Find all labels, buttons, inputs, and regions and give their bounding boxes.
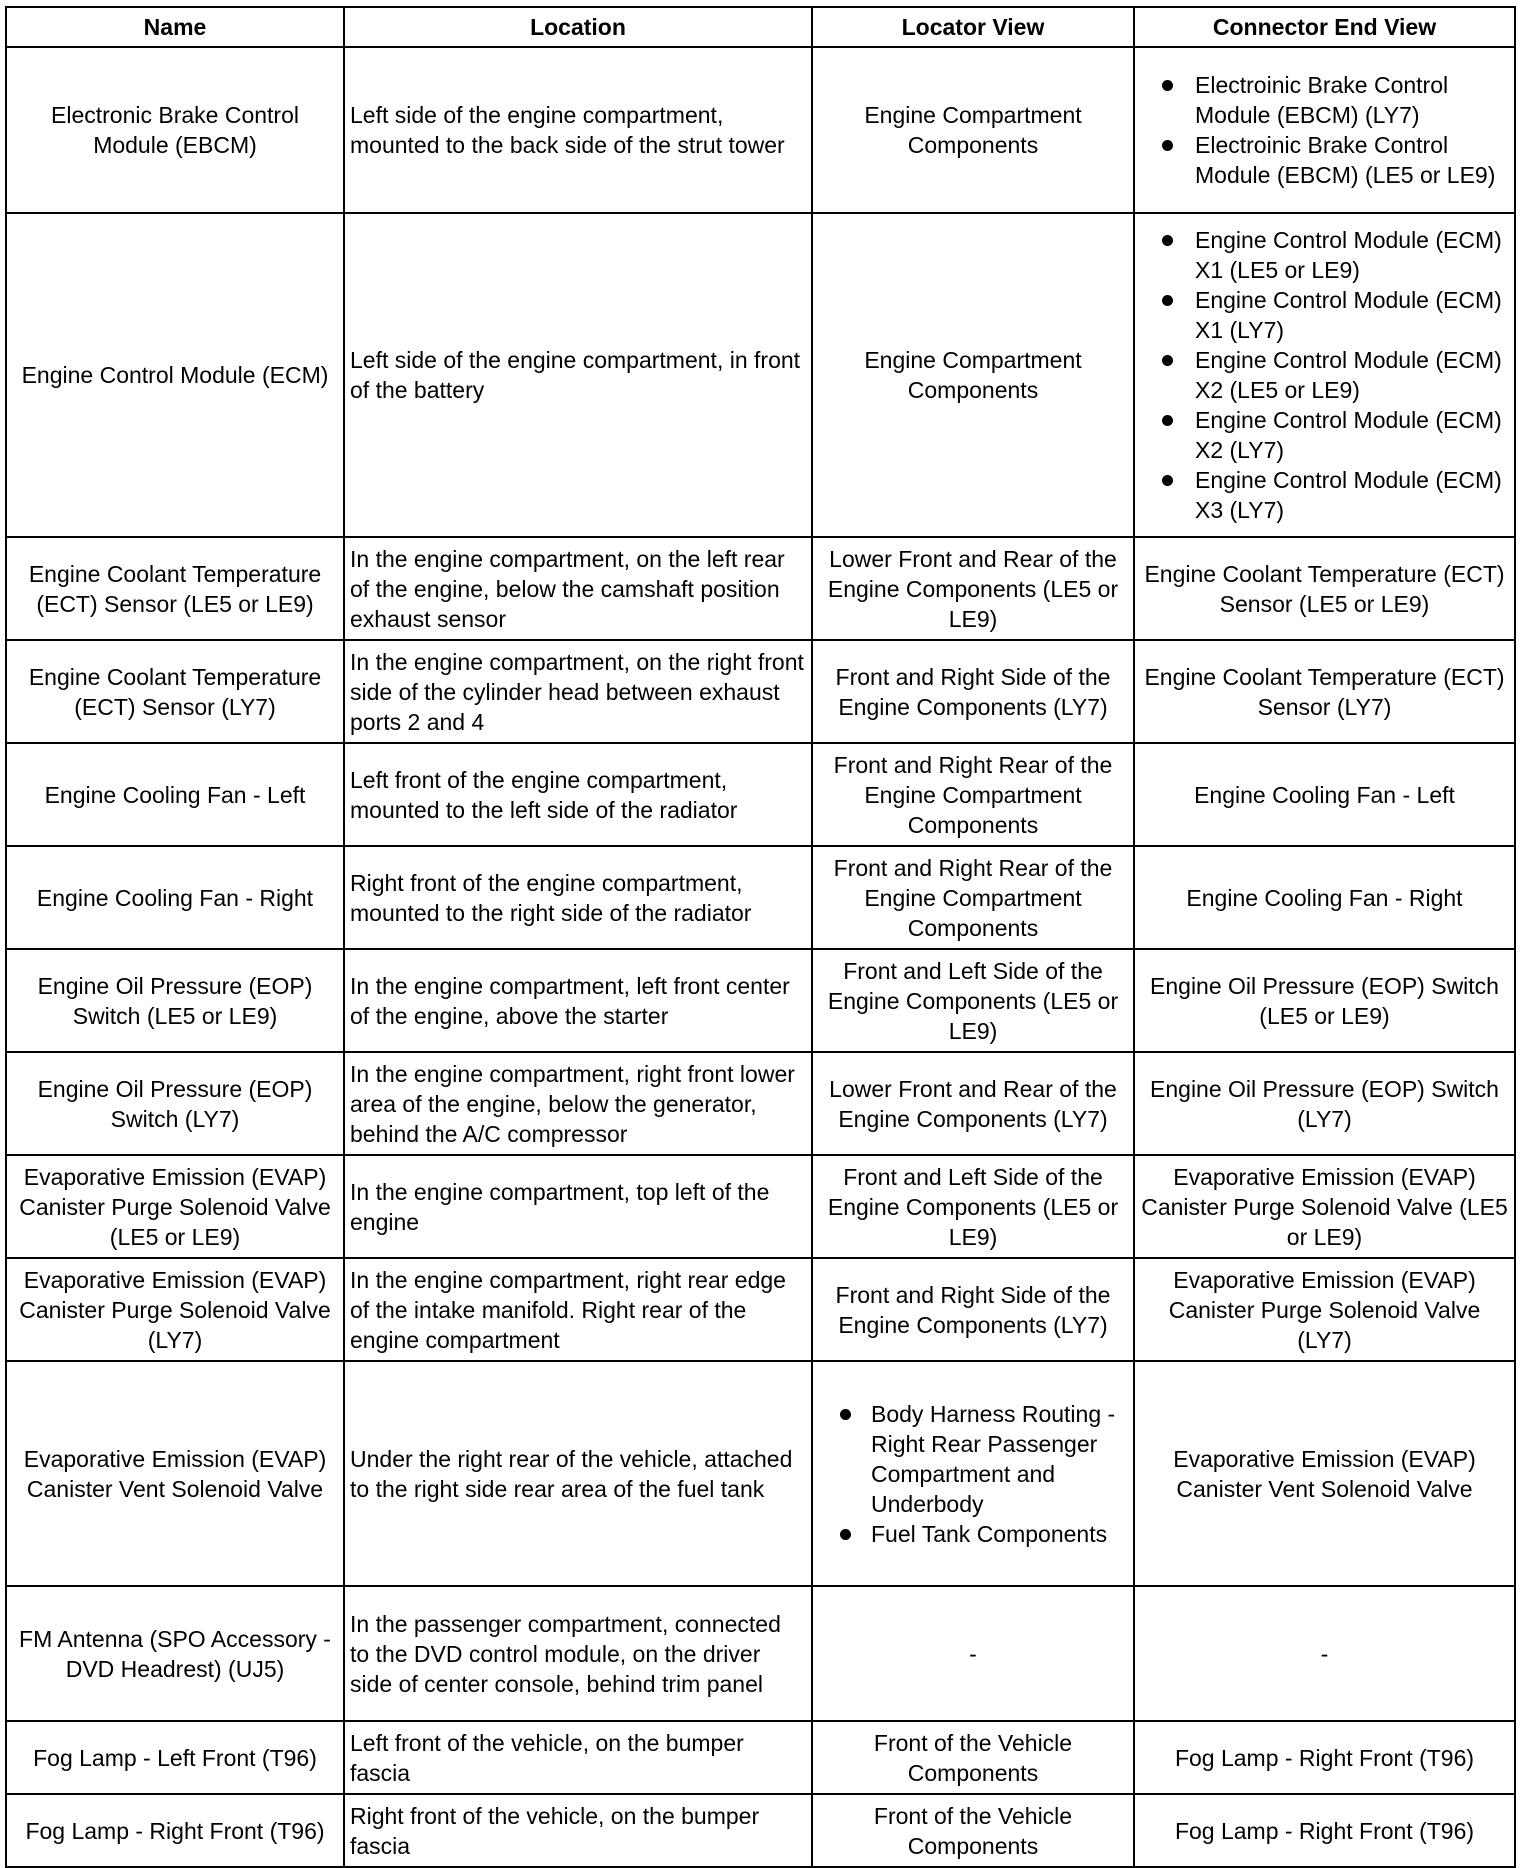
- header-row: [6, 7, 1515, 47]
- cell-connector-end-view: Fog Lamp - Right Front (T96): [1134, 1794, 1515, 1867]
- list-item: Fuel Tank Components: [818, 1519, 1128, 1549]
- cell-locator-view: Engine Compartment Components: [812, 47, 1134, 213]
- cell-connector-end-view: Engine Oil Pressure (EOP) Switch (LE5 or LE9): [1134, 949, 1515, 1052]
- cell-locator-view: Front and Right Rear of the Engine Compartment Components: [812, 846, 1134, 949]
- cell-connector-end-view: Evaporative Emission (EVAP) Canister Purge Solenoid Valve (LE5 or LE9): [1134, 1155, 1515, 1258]
- connector-list: [1140, 70, 1509, 190]
- cell-connector-end-view: Engine Cooling Fan - Right: [1134, 846, 1515, 949]
- table-row: [6, 1361, 1515, 1586]
- cell-name: Fog Lamp - Right Front (T96): [6, 1794, 344, 1867]
- cell-location: In the engine compartment, right rear edge of the intake manifold. Right rear of the engine compartment: [344, 1258, 812, 1361]
- cell-location: Left side of the engine compartment, mounted to the back side of the strut tower: [344, 47, 812, 213]
- header-connector-end-view: Connector End View: [1134, 7, 1515, 47]
- table-row: [6, 846, 1515, 949]
- cell-location: Right front of the vehicle, on the bumper fascia: [344, 1794, 812, 1867]
- cell-name: Evaporative Emission (EVAP) Canister Purge Solenoid Valve (LY7): [6, 1258, 344, 1361]
- cell-locator-view: Front and Right Side of the Engine Components (LY7): [812, 1258, 1134, 1361]
- cell-locator-view: Front and Left Side of the Engine Components (LE5 or LE9): [812, 949, 1134, 1052]
- list-item: Electroinic Brake Control Module (EBCM) (LE5 or LE9): [1140, 130, 1509, 190]
- table-row: [6, 47, 1515, 213]
- list-item: Engine Control Module (ECM) X2 (LE5 or LE9): [1140, 345, 1509, 405]
- cell-location: Left side of the engine compartment, in front of the battery: [344, 213, 812, 537]
- table-row: [6, 213, 1515, 537]
- cell-name: Engine Oil Pressure (EOP) Switch (LE5 or LE9): [6, 949, 344, 1052]
- cell-name: Engine Cooling Fan - Right: [6, 846, 344, 949]
- cell-location: In the engine compartment, top left of the engine: [344, 1155, 812, 1258]
- cell-locator-view: Front and Right Side of the Engine Components (LY7): [812, 640, 1134, 743]
- cell-connector-end-view: Engine Oil Pressure (EOP) Switch (LY7): [1134, 1052, 1515, 1155]
- cell-location: Under the right rear of the vehicle, attached to the right side rear area of the fuel tank: [344, 1361, 812, 1586]
- cell-locator-view: Front and Right Rear of the Engine Compartment Components: [812, 743, 1134, 846]
- cell-location: Left front of the vehicle, on the bumper fascia: [344, 1721, 812, 1794]
- table-row: [6, 1052, 1515, 1155]
- cell-locator-view: Front of the Vehicle Components: [812, 1721, 1134, 1794]
- header-location: Location: [344, 7, 812, 47]
- header-locator-view: Locator View: [812, 7, 1134, 47]
- cell-location: In the engine compartment, right front lower area of the engine, below the generator, behind the A/C compressor: [344, 1052, 812, 1155]
- table-row: [6, 1721, 1515, 1794]
- cell-location: Right front of the engine compartment, mounted to the right side of the radiator: [344, 846, 812, 949]
- cell-name: Engine Coolant Temperature (ECT) Sensor (LE5 or LE9): [6, 537, 344, 640]
- cell-connector-end-view: [1134, 213, 1515, 537]
- connector-list: [1140, 225, 1509, 525]
- cell-connector-end-view: [1134, 47, 1515, 213]
- component-locator-table: [5, 6, 1516, 1868]
- cell-location: In the engine compartment, on the left rear of the engine, below the camshaft position exhaust sensor: [344, 537, 812, 640]
- table-row: [6, 743, 1515, 846]
- table-row: [6, 949, 1515, 1052]
- cell-location: In the passenger compartment, connected to the DVD control module, on the driver side of center console, behind trim panel: [344, 1586, 812, 1721]
- header-name: Name: [6, 7, 344, 47]
- table-row: [6, 640, 1515, 743]
- list-item: Body Harness Routing - Right Rear Passenger Compartment and Underbody: [818, 1399, 1128, 1519]
- cell-name: Evaporative Emission (EVAP) Canister Purge Solenoid Valve (LE5 or LE9): [6, 1155, 344, 1258]
- cell-location: Left front of the engine compartment, mounted to the left side of the radiator: [344, 743, 812, 846]
- table-row: [6, 537, 1515, 640]
- cell-name: Engine Oil Pressure (EOP) Switch (LY7): [6, 1052, 344, 1155]
- table-row: [6, 1794, 1515, 1867]
- cell-connector-end-view: Engine Coolant Temperature (ECT) Sensor (LE5 or LE9): [1134, 537, 1515, 640]
- list-item: Engine Control Module (ECM) X2 (LY7): [1140, 405, 1509, 465]
- table-row: [6, 1155, 1515, 1258]
- cell-locator-view: Engine Compartment Components: [812, 213, 1134, 537]
- cell-name: Electronic Brake Control Module (EBCM): [6, 47, 344, 213]
- list-item: Engine Control Module (ECM) X3 (LY7): [1140, 465, 1509, 525]
- cell-connector-end-view: -: [1134, 1586, 1515, 1721]
- list-item: Engine Control Module (ECM) X1 (LE5 or LE9): [1140, 225, 1509, 285]
- cell-name: Fog Lamp - Left Front (T96): [6, 1721, 344, 1794]
- locator-list: [818, 1399, 1128, 1549]
- cell-connector-end-view: Fog Lamp - Right Front (T96): [1134, 1721, 1515, 1794]
- cell-connector-end-view: Engine Coolant Temperature (ECT) Sensor (LY7): [1134, 640, 1515, 743]
- table-row: [6, 1258, 1515, 1361]
- cell-name: Engine Coolant Temperature (ECT) Sensor (LY7): [6, 640, 344, 743]
- cell-locator-view: -: [812, 1586, 1134, 1721]
- cell-name: Evaporative Emission (EVAP) Canister Vent Solenoid Valve: [6, 1361, 344, 1586]
- cell-connector-end-view: Evaporative Emission (EVAP) Canister Purge Solenoid Valve (LY7): [1134, 1258, 1515, 1361]
- cell-connector-end-view: Evaporative Emission (EVAP) Canister Vent Solenoid Valve: [1134, 1361, 1515, 1586]
- cell-location: In the engine compartment, left front center of the engine, above the starter: [344, 949, 812, 1052]
- cell-name: FM Antenna (SPO Accessory - DVD Headrest) (UJ5): [6, 1586, 344, 1721]
- cell-locator-view: Front and Left Side of the Engine Components (LE5 or LE9): [812, 1155, 1134, 1258]
- cell-name: Engine Cooling Fan - Left: [6, 743, 344, 846]
- cell-location: In the engine compartment, on the right front side of the cylinder head between exhaust ports 2 and 4: [344, 640, 812, 743]
- cell-connector-end-view: Engine Cooling Fan - Left: [1134, 743, 1515, 846]
- cell-locator-view: Front of the Vehicle Components: [812, 1794, 1134, 1867]
- cell-locator-view: Lower Front and Rear of the Engine Components (LE5 or LE9): [812, 537, 1134, 640]
- list-item: Electroinic Brake Control Module (EBCM) (LY7): [1140, 70, 1509, 130]
- cell-locator-view: Lower Front and Rear of the Engine Components (LY7): [812, 1052, 1134, 1155]
- cell-locator-view: [812, 1361, 1134, 1586]
- cell-name: Engine Control Module (ECM): [6, 213, 344, 537]
- table-row: [6, 1586, 1515, 1721]
- list-item: Engine Control Module (ECM) X1 (LY7): [1140, 285, 1509, 345]
